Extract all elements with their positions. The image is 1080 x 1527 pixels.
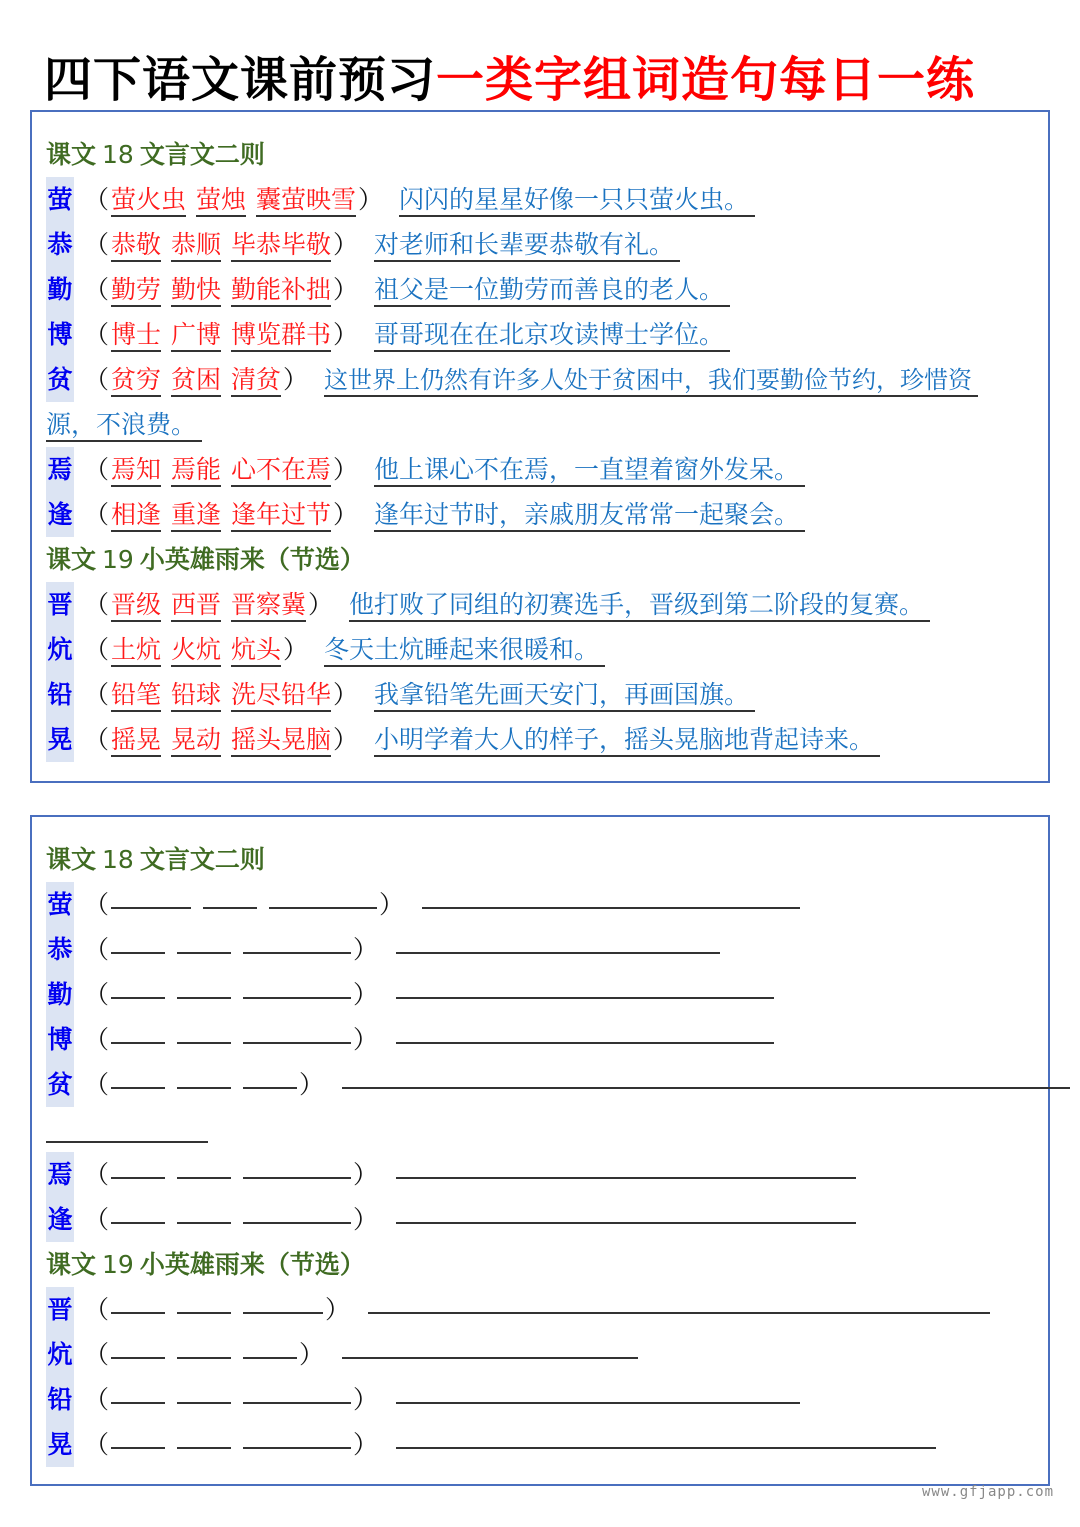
word: 晋级 xyxy=(111,590,161,622)
sentence-blank[interactable] xyxy=(396,952,720,954)
practice-row xyxy=(46,1422,936,1467)
word-blank[interactable] xyxy=(111,1042,165,1044)
word-blank[interactable] xyxy=(243,1042,351,1044)
word: 贫穷 xyxy=(111,365,161,397)
open-paren: （ xyxy=(83,980,109,1009)
close-paren: ） xyxy=(333,500,359,529)
close-paren: ） xyxy=(283,635,309,664)
open-paren: （ xyxy=(83,1070,109,1099)
example-sentence: 闪闪的星星好像一只只萤火虫。 xyxy=(399,185,755,217)
target-character: 炕 xyxy=(46,627,74,672)
word-row xyxy=(46,312,730,357)
title-black-part: 四下语文课前预习 xyxy=(44,52,437,108)
word: 洗尽铅华 xyxy=(231,680,331,712)
word: 西晋 xyxy=(171,590,221,622)
section-name: 文言文二则 xyxy=(139,140,265,169)
word: 清贫 xyxy=(231,365,281,397)
practice-row xyxy=(46,1197,856,1242)
section-number: 18 xyxy=(102,845,134,874)
example-sentence: 他上课心不在焉，一直望着窗外发呆。 xyxy=(374,455,805,487)
section-header xyxy=(46,537,365,582)
section-name: 小英雄雨来（节选） xyxy=(139,545,365,574)
close-paren: ） xyxy=(333,725,359,754)
close-paren: ） xyxy=(333,680,359,709)
open-paren: （ xyxy=(83,890,109,919)
sentence-blank[interactable] xyxy=(342,1087,1070,1089)
target-character: 焉 xyxy=(46,1152,74,1197)
word-blank[interactable] xyxy=(243,1312,323,1314)
practice-row xyxy=(46,882,800,927)
target-character: 逢 xyxy=(46,1197,74,1242)
word-row xyxy=(46,177,755,222)
close-paren: ） xyxy=(352,1385,378,1414)
target-character: 勤 xyxy=(46,267,74,312)
word: 勤能补拙 xyxy=(231,275,331,307)
word: 萤火虫 xyxy=(111,185,186,217)
word-blank[interactable] xyxy=(177,952,231,954)
practice-box xyxy=(30,815,1050,1486)
target-character: 恭 xyxy=(46,927,74,972)
word-blank[interactable] xyxy=(177,1177,231,1179)
open-paren: （ xyxy=(83,635,109,664)
target-character: 铅 xyxy=(46,1377,74,1422)
word: 摇头晃脑 xyxy=(231,725,331,757)
word-blank[interactable] xyxy=(269,907,377,909)
word-row xyxy=(46,627,605,672)
close-paren: ） xyxy=(308,590,334,619)
example-sentence: 冬天土炕睡起来很暖和。 xyxy=(324,635,605,667)
close-paren: ） xyxy=(298,1070,324,1099)
word: 炕头 xyxy=(231,635,281,667)
word: 铅笔 xyxy=(111,680,161,712)
word: 博览群书 xyxy=(231,320,331,352)
title-red-part: 一类字组词造句每日一练 xyxy=(436,52,976,108)
section-header xyxy=(46,132,265,177)
open-paren: （ xyxy=(83,1295,109,1324)
close-paren: ） xyxy=(333,275,359,304)
open-paren: （ xyxy=(83,185,109,214)
open-paren: （ xyxy=(83,1385,109,1414)
close-paren: ） xyxy=(352,1025,378,1054)
target-character: 萤 xyxy=(46,882,74,927)
example-sentence: 小明学着大人的样子，摇头晃脑地背起诗来。 xyxy=(374,725,880,757)
example-sentence: 对老师和长辈要恭敬有礼。 xyxy=(374,230,680,262)
target-character: 萤 xyxy=(46,177,74,222)
word: 心不在焉 xyxy=(231,455,331,487)
section-header xyxy=(46,1242,365,1287)
sentence-blank[interactable] xyxy=(396,1402,800,1404)
word-blank[interactable] xyxy=(111,1222,165,1224)
word: 恭敬 xyxy=(111,230,161,262)
section-number: 19 xyxy=(102,545,134,574)
word-blank[interactable] xyxy=(243,997,351,999)
open-paren: （ xyxy=(83,365,109,394)
open-paren: （ xyxy=(83,725,109,754)
word: 晋察冀 xyxy=(231,590,306,622)
sentence-blank[interactable] xyxy=(342,1357,638,1359)
word-blank[interactable] xyxy=(243,1177,351,1179)
target-character: 贫 xyxy=(46,1062,74,1107)
word-blank[interactable] xyxy=(111,1357,165,1359)
target-character: 博 xyxy=(46,312,74,357)
word-blank[interactable] xyxy=(243,1447,351,1449)
word: 摇晃 xyxy=(111,725,161,757)
word-row xyxy=(46,447,805,492)
target-character: 铅 xyxy=(46,672,74,717)
word-row-continuation xyxy=(46,402,202,447)
word: 毕恭毕敬 xyxy=(231,230,331,262)
word-row xyxy=(46,357,978,402)
open-paren: （ xyxy=(83,230,109,259)
word: 广博 xyxy=(171,320,221,352)
practice-row xyxy=(46,1062,1070,1107)
section-name: 小英雄雨来（节选） xyxy=(139,1250,365,1279)
open-paren: （ xyxy=(83,1340,109,1369)
practice-row xyxy=(46,1332,638,1377)
word: 恭顺 xyxy=(171,230,221,262)
practice-row xyxy=(46,1017,774,1062)
close-paren: ） xyxy=(352,935,378,964)
word-blank[interactable] xyxy=(203,907,257,909)
word-blank[interactable] xyxy=(177,997,231,999)
sentence-blank[interactable] xyxy=(368,1312,990,1314)
word-blank[interactable] xyxy=(177,1402,231,1404)
word-blank[interactable] xyxy=(111,1087,165,1089)
target-character: 晋 xyxy=(46,582,74,627)
word-row xyxy=(46,672,755,717)
section-number: 19 xyxy=(102,1250,134,1279)
sentence-blank[interactable] xyxy=(396,1222,856,1224)
word: 勤快 xyxy=(171,275,221,307)
close-paren: ） xyxy=(352,980,378,1009)
word: 铅球 xyxy=(171,680,221,712)
close-paren: ） xyxy=(352,1430,378,1459)
open-paren: （ xyxy=(83,1430,109,1459)
target-character: 晃 xyxy=(46,1422,74,1467)
word: 逢年过节 xyxy=(231,500,331,532)
target-character: 晃 xyxy=(46,717,74,762)
open-paren: （ xyxy=(83,590,109,619)
practice-row xyxy=(46,1287,990,1332)
open-paren: （ xyxy=(83,1160,109,1189)
word-blank[interactable] xyxy=(243,1222,351,1224)
open-paren: （ xyxy=(83,500,109,529)
word-blank[interactable] xyxy=(177,1087,231,1089)
watermark: www.gfjapp.com xyxy=(922,1484,1055,1500)
sentence-blank[interactable] xyxy=(422,907,800,909)
close-paren: ） xyxy=(298,1340,324,1369)
word-blank[interactable] xyxy=(243,1402,351,1404)
section-prefix: 课文 xyxy=(46,545,97,574)
practice-row xyxy=(46,927,720,972)
section-number: 18 xyxy=(102,140,134,169)
close-paren: ） xyxy=(333,455,359,484)
example-sentence: 我拿铅笔先画天安门，再画国旗。 xyxy=(374,680,755,712)
section-prefix: 课文 xyxy=(46,845,97,874)
sentence-blank[interactable] xyxy=(396,1042,774,1044)
word: 囊萤映雪 xyxy=(256,185,356,217)
word-blank[interactable] xyxy=(243,1087,297,1089)
word-blank[interactable] xyxy=(177,1042,231,1044)
section-prefix: 课文 xyxy=(46,140,97,169)
word-blank[interactable] xyxy=(111,1312,165,1314)
target-character: 博 xyxy=(46,1017,74,1062)
sentence-blank[interactable] xyxy=(396,997,774,999)
word: 晃动 xyxy=(171,725,221,757)
target-character: 炕 xyxy=(46,1332,74,1377)
word: 重逢 xyxy=(171,500,221,532)
word-blank[interactable] xyxy=(177,1357,231,1359)
close-paren: ） xyxy=(333,320,359,349)
word-row xyxy=(46,222,680,267)
word-blank[interactable] xyxy=(111,1402,165,1404)
open-paren: （ xyxy=(83,275,109,304)
word: 勤劳 xyxy=(111,275,161,307)
close-paren: ） xyxy=(333,230,359,259)
target-character: 贫 xyxy=(46,357,74,402)
close-paren: ） xyxy=(324,1295,350,1324)
word-blank[interactable] xyxy=(111,952,165,954)
close-paren: ） xyxy=(378,890,404,919)
close-paren: ） xyxy=(352,1205,378,1234)
target-character: 勤 xyxy=(46,972,74,1017)
word: 博士 xyxy=(111,320,161,352)
open-paren: （ xyxy=(83,680,109,709)
open-paren: （ xyxy=(83,320,109,349)
word-blank[interactable] xyxy=(177,1222,231,1224)
example-sentence-continuation: 源，不浪费。 xyxy=(46,410,202,442)
close-paren: ） xyxy=(352,1160,378,1189)
open-paren: （ xyxy=(83,455,109,484)
word-blank[interactable] xyxy=(111,997,165,999)
section-header xyxy=(46,837,265,882)
example-sentence: 祖父是一位勤劳而善良的老人。 xyxy=(374,275,730,307)
word-row xyxy=(46,582,930,627)
close-paren: ） xyxy=(358,185,384,214)
word: 相逢 xyxy=(111,500,161,532)
example-sentence: 哥哥现在在北京攻读博士学位。 xyxy=(374,320,730,352)
sentence-blank[interactable] xyxy=(396,1447,936,1449)
word-blank[interactable] xyxy=(111,907,191,909)
open-paren: （ xyxy=(83,935,109,964)
word: 焉知 xyxy=(111,455,161,487)
open-paren: （ xyxy=(83,1205,109,1234)
word-blank[interactable] xyxy=(177,1312,231,1314)
word: 火炕 xyxy=(171,635,221,667)
page-title xyxy=(44,50,975,110)
example-sentence: 逢年过节时，亲戚朋友常常一起聚会。 xyxy=(374,500,805,532)
word-row xyxy=(46,717,880,762)
practice-row xyxy=(46,1152,856,1197)
word: 萤烛 xyxy=(196,185,246,217)
open-paren: （ xyxy=(83,1025,109,1054)
word: 贫困 xyxy=(171,365,221,397)
word-blank[interactable] xyxy=(111,1177,165,1179)
example-sentence: 他打败了同组的初赛选手，晋级到第二阶段的复赛。 xyxy=(349,590,930,622)
word-row xyxy=(46,492,805,537)
word-blank[interactable] xyxy=(111,1447,165,1449)
sentence-blank-continuation[interactable] xyxy=(46,1141,208,1143)
practice-row xyxy=(46,1377,800,1422)
target-character: 晋 xyxy=(46,1287,74,1332)
word-blank[interactable] xyxy=(243,952,351,954)
section-name: 文言文二则 xyxy=(139,845,265,874)
target-character: 逢 xyxy=(46,492,74,537)
word-blank[interactable] xyxy=(243,1357,297,1359)
sentence-blank[interactable] xyxy=(396,1177,856,1179)
target-character: 焉 xyxy=(46,447,74,492)
practice-row xyxy=(46,972,774,1017)
word: 土炕 xyxy=(111,635,161,667)
close-paren: ） xyxy=(283,365,309,394)
word: 焉能 xyxy=(171,455,221,487)
section-prefix: 课文 xyxy=(46,1250,97,1279)
answer-box xyxy=(30,110,1050,783)
target-character: 恭 xyxy=(46,222,74,267)
example-sentence: 这世界上仍然有许多人处于贫困中，我们要勤俭节约，珍惜资 xyxy=(324,366,978,397)
word-row xyxy=(46,267,730,312)
word-blank[interactable] xyxy=(177,1447,231,1449)
